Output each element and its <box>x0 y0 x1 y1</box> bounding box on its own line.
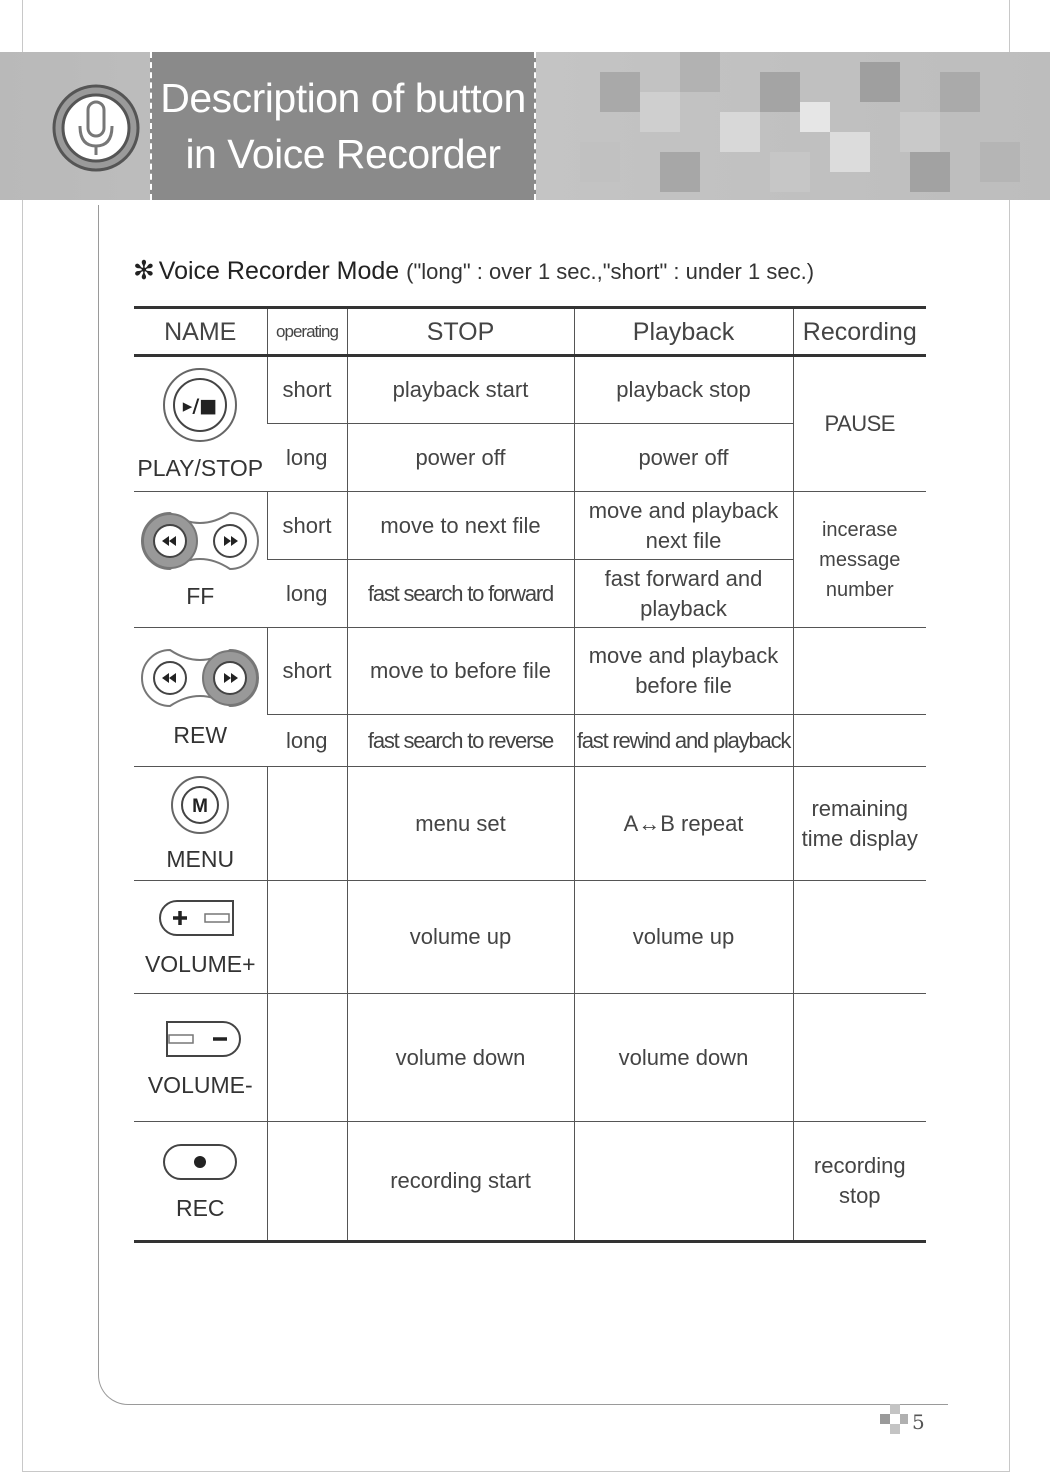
operating-short: short <box>267 628 347 715</box>
volume-down-label: VOLUME- <box>147 1071 253 1098</box>
rec-label: REC <box>175 1195 225 1221</box>
recording-cell: remaining time display <box>793 767 926 881</box>
mode-note: ("long" : over 1 sec.,"short" : under 1 sec.) <box>406 259 815 284</box>
playback-cell: playback stop <box>574 356 793 424</box>
stop-cell: recording start <box>347 1122 574 1242</box>
recording-cell <box>793 628 926 715</box>
rew-label: REW <box>173 722 228 748</box>
play-stop-glyph: ▸/■ <box>183 395 218 417</box>
stop-cell: fast search to forward <box>347 560 574 628</box>
rew-cell <box>134 628 267 767</box>
stop-cell: fast search to reverse <box>347 715 574 767</box>
footer-rule <box>128 1404 948 1405</box>
record-icon <box>158 1139 242 1185</box>
header-stop: STOP <box>347 308 574 356</box>
ff-label: FF <box>186 582 215 609</box>
volume-up-icon <box>155 895 245 941</box>
table-row <box>134 1122 926 1242</box>
header-mosaic <box>560 52 1050 200</box>
page-title <box>150 52 536 200</box>
menu-label: MENU <box>166 845 235 872</box>
header-operating: operating <box>267 308 347 356</box>
button-table <box>134 306 926 1243</box>
recording-cell <box>793 715 926 767</box>
table-row <box>134 994 926 1122</box>
rec-cell <box>134 1122 267 1242</box>
play-stop-icon <box>160 365 240 445</box>
stop-cell: power off <box>347 424 574 492</box>
play-stop-label: PLAY/STOP <box>137 455 264 481</box>
title-line-1: Description of button <box>160 75 526 121</box>
playback-cell: volume down <box>574 994 793 1122</box>
table-row <box>134 881 926 994</box>
recording-cell: incerase message number <box>793 492 926 628</box>
table-row <box>134 628 926 715</box>
playback-cell <box>574 1122 793 1242</box>
operating-short: short <box>267 356 347 424</box>
recording-cell <box>793 881 926 994</box>
playback-cell: volume up <box>574 881 793 994</box>
header-name: NAME <box>134 308 267 356</box>
recording-cell <box>793 994 926 1122</box>
microphone-icon <box>50 82 142 174</box>
stop-cell: volume up <box>347 881 574 994</box>
stop-cell: playback start <box>347 356 574 424</box>
header-playback: Playback <box>574 308 793 356</box>
rewind-icon <box>138 644 262 712</box>
play-stop-cell <box>134 356 267 492</box>
page-marker-icon <box>880 1414 890 1424</box>
stop-cell: move to next file <box>347 492 574 560</box>
operating-cell <box>267 1122 347 1242</box>
header-recording: Recording <box>793 308 926 356</box>
mode-heading <box>133 255 814 286</box>
volume-down-cell <box>134 994 267 1122</box>
menu-icon <box>169 774 231 836</box>
asterisk-icon: ✻ <box>133 255 155 285</box>
volume-up-cell <box>134 881 267 994</box>
title-line-2: in Voice Recorder <box>185 131 501 177</box>
operating-long: long <box>267 424 347 492</box>
playback-cell: power off <box>574 424 793 492</box>
operating-cell <box>267 767 347 881</box>
playback-cell: A↔B repeat <box>574 767 793 881</box>
playback-cell: fast forward and playback <box>574 560 793 628</box>
mode-title: Voice Recorder Mode <box>158 257 400 285</box>
menu-cell <box>134 767 267 881</box>
fast-forward-icon <box>138 509 262 573</box>
page-border-curve <box>98 205 128 1405</box>
operating-cell <box>267 881 347 994</box>
operating-cell <box>267 994 347 1122</box>
recording-cell: recording stop <box>793 1122 926 1242</box>
stop-cell: volume down <box>347 994 574 1122</box>
table-row <box>134 492 926 560</box>
volume-down-icon <box>155 1016 245 1062</box>
ff-cell <box>134 492 267 628</box>
table-row <box>134 356 926 424</box>
table-header-row <box>134 308 926 356</box>
menu-icon-letter: M <box>192 795 209 817</box>
playback-cell: move and playback next file <box>574 492 793 560</box>
stop-cell: menu set <box>347 767 574 881</box>
volume-up-label: VOLUME+ <box>144 951 256 977</box>
operating-long: long <box>267 560 347 628</box>
stop-cell: move to before file <box>347 628 574 715</box>
operating-short: short <box>267 492 347 560</box>
playback-cell: fast rewind and playback <box>574 715 793 767</box>
table-row <box>134 767 926 881</box>
operating-long: long <box>267 715 347 767</box>
page-number: 5 <box>912 1410 925 1434</box>
recording-cell: PAUSE <box>793 356 926 492</box>
playback-cell: move and playback before file <box>574 628 793 715</box>
